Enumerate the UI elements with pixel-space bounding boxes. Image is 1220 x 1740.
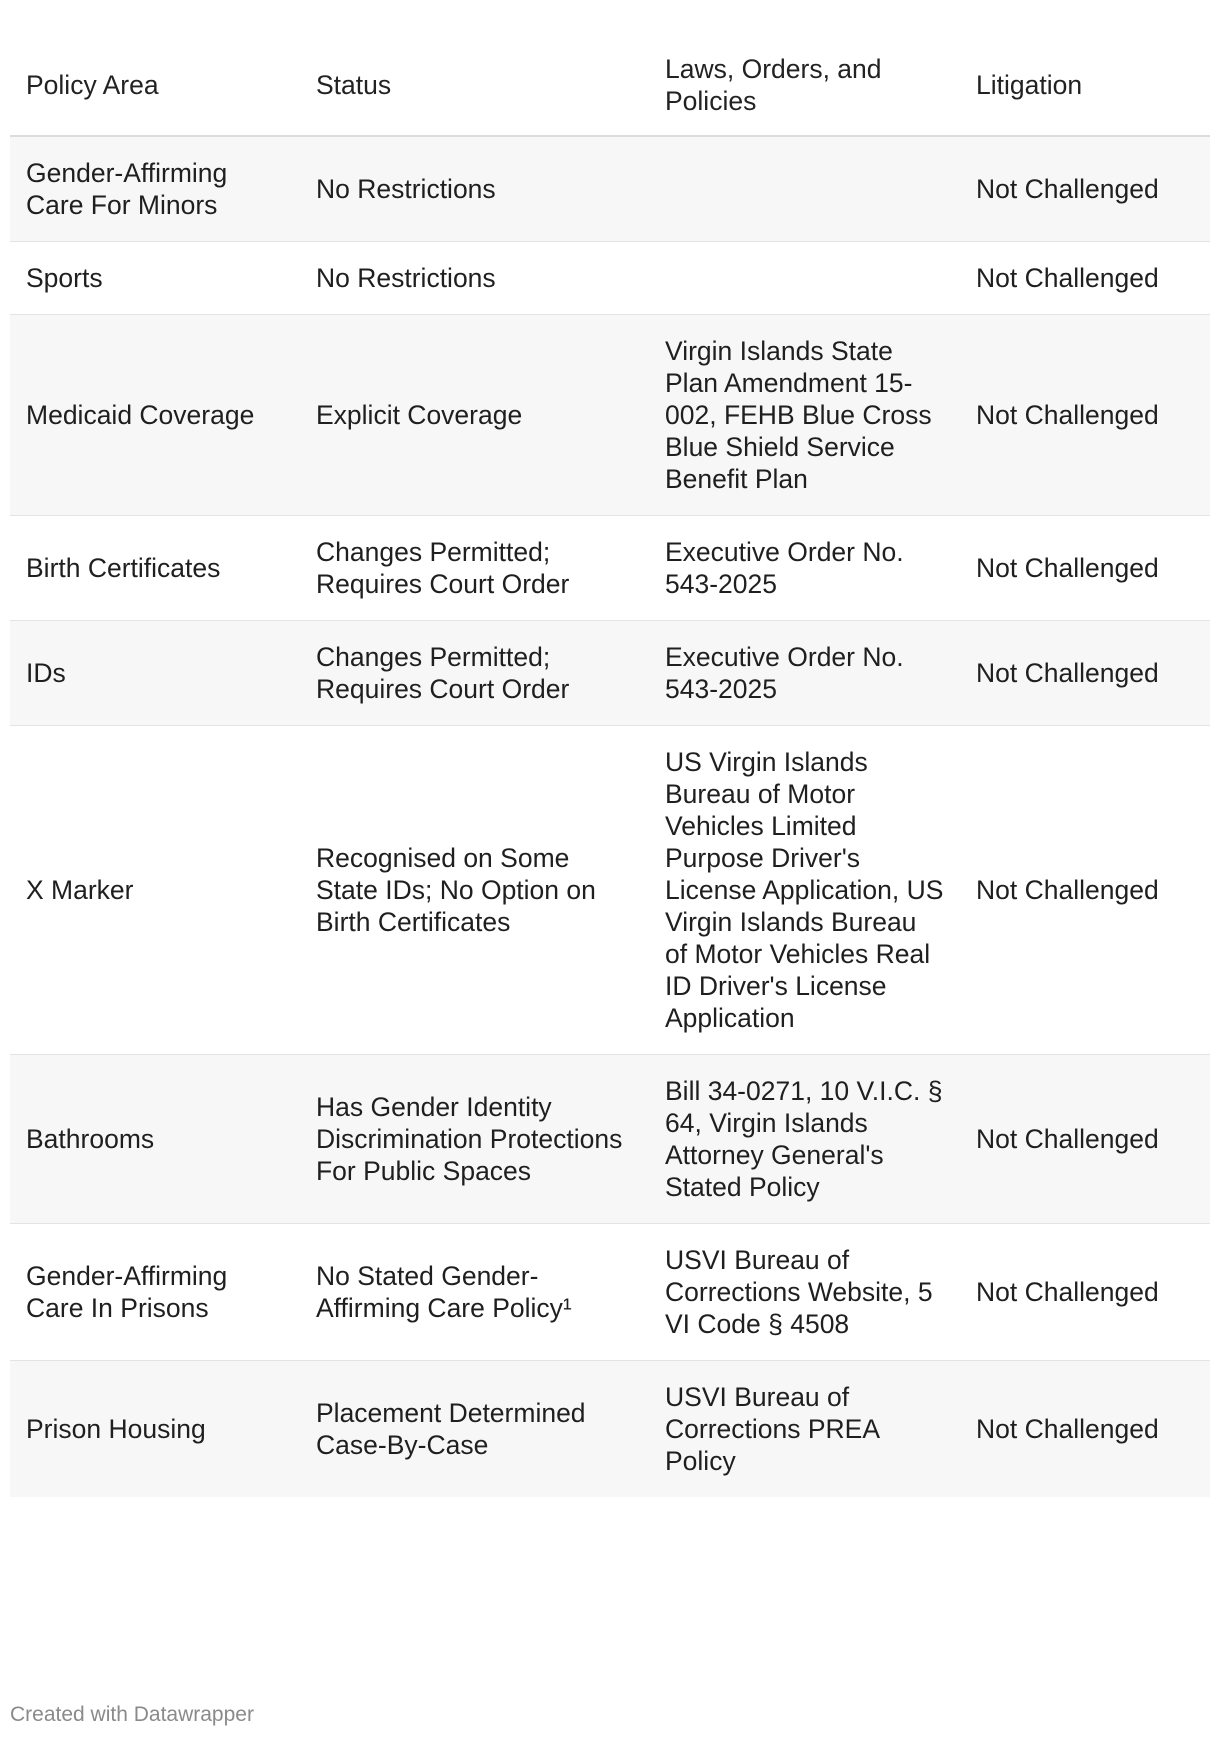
cell-litigation: Not Challenged (960, 726, 1210, 1055)
datawrapper-credit[interactable]: Created with Datawrapper (10, 1703, 254, 1726)
cell-laws: Executive Order No. 543-2025 (649, 516, 960, 621)
table-row (10, 1055, 1210, 1224)
cell-litigation: Not Challenged (960, 136, 1210, 242)
table-row (10, 1361, 1210, 1498)
cell-policy-area: Gender-Affirming Care In Prisons (10, 1224, 300, 1361)
cell-policy-area: Prison Housing (10, 1361, 300, 1498)
cell-status: Changes Permitted; Requires Court Order (300, 621, 649, 726)
cell-laws (649, 242, 960, 315)
cell-status: Recognised on Some State IDs; No Option on Birth Certificates (300, 726, 649, 1055)
cell-status: Explicit Coverage (300, 315, 649, 516)
cell-policy-area: X Marker (10, 726, 300, 1055)
policy-table (10, 35, 1210, 1497)
cell-status: No Restrictions (300, 136, 649, 242)
header-status: Status (300, 35, 649, 136)
cell-policy-area: Gender-Affirming Care For Minors (10, 136, 300, 242)
cell-laws: US Virgin Islands Bureau of Motor Vehicles Limited Purpose Driver's License Application, US Virgin Islands Bureau of Motor Vehicles Real ID Driver's License Application (649, 726, 960, 1055)
cell-policy-area: Birth Certificates (10, 516, 300, 621)
cell-policy-area: IDs (10, 621, 300, 726)
cell-policy-area: Sports (10, 242, 300, 315)
cell-laws: Virgin Islands State Plan Amendment 15-002, FEHB Blue Cross Blue Shield Service Benefit Plan (649, 315, 960, 516)
table-row (10, 621, 1210, 726)
cell-litigation: Not Challenged (960, 315, 1210, 516)
cell-litigation: Not Challenged (960, 621, 1210, 726)
cell-laws: Executive Order No. 543-2025 (649, 621, 960, 726)
table-row (10, 516, 1210, 621)
cell-status: Changes Permitted; Requires Court Order (300, 516, 649, 621)
cell-litigation: Not Challenged (960, 1224, 1210, 1361)
table-row (10, 726, 1210, 1055)
cell-laws (649, 136, 960, 242)
header-laws-orders-policies: Laws, Orders, and Policies (649, 35, 960, 136)
cell-status: Placement Determined Case-By-Case (300, 1361, 649, 1498)
cell-litigation: Not Challenged (960, 1055, 1210, 1224)
policy-table-container (10, 35, 1210, 1497)
table-row (10, 242, 1210, 315)
cell-litigation: Not Challenged (960, 516, 1210, 621)
header-litigation: Litigation (960, 35, 1210, 136)
cell-litigation: Not Challenged (960, 242, 1210, 315)
header-row (10, 35, 1210, 136)
cell-laws: Bill 34-0271, 10 V.I.C. § 64, Virgin Islands Attorney General's Stated Policy (649, 1055, 960, 1224)
table-row (10, 315, 1210, 516)
cell-status: No Stated Gender-Affirming Care Policy¹ (300, 1224, 649, 1361)
cell-laws: USVI Bureau of Corrections PREA Policy (649, 1361, 960, 1498)
table-row (10, 1224, 1210, 1361)
cell-status: No Restrictions (300, 242, 649, 315)
cell-status: Has Gender Identity Discrimination Protections For Public Spaces (300, 1055, 649, 1224)
cell-policy-area: Medicaid Coverage (10, 315, 300, 516)
cell-policy-area: Bathrooms (10, 1055, 300, 1224)
table-body (10, 136, 1210, 1497)
cell-laws: USVI Bureau of Corrections Website, 5 VI Code § 4508 (649, 1224, 960, 1361)
header-policy-area: Policy Area (10, 35, 300, 136)
table-header (10, 35, 1210, 136)
cell-litigation: Not Challenged (960, 1361, 1210, 1498)
table-row (10, 136, 1210, 242)
